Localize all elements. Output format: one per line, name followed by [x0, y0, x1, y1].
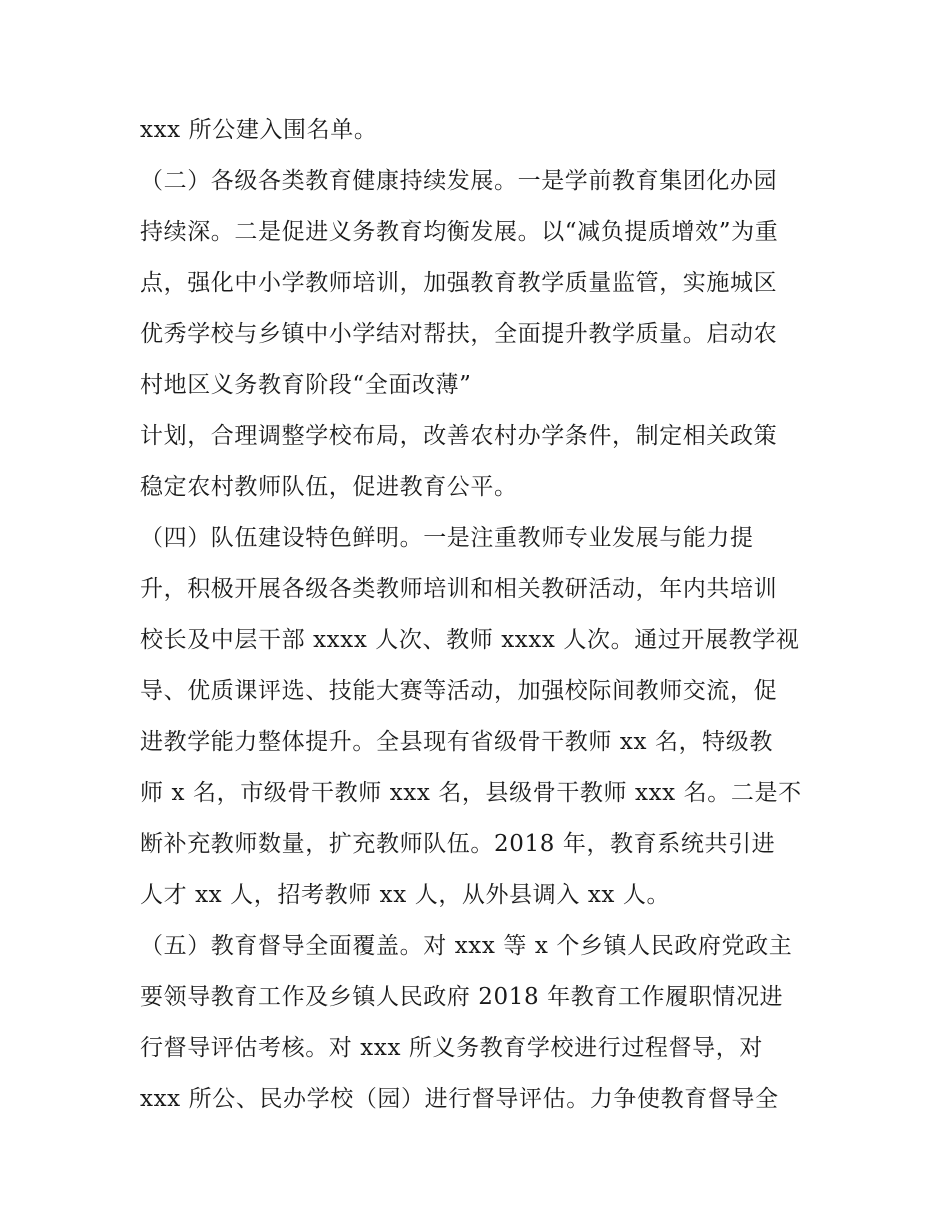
- text-line: 要领导教育工作及乡镇人民政府 2018 年教育工作履职情况进: [140, 984, 784, 1010]
- text-line: 持续深。二是促进义务教育均衡发展。以“减负提质增效”为重: [140, 219, 779, 245]
- text-line: 村地区义务教育阶段“全面改薄”: [140, 372, 472, 398]
- text-line: 稳定农村教师队伍，促进教育公平。: [140, 474, 518, 500]
- text-line: 导、优质课评选、技能大赛等活动，加强校际间教师交流，促: [140, 678, 778, 704]
- text-line: 行督导评估考核。对 xxx 所义务教育学校进行过程督导，对: [140, 1035, 763, 1061]
- text-line: 断补充教师数量，扩充教师队伍。2018 年，教育系统共引进: [140, 831, 776, 857]
- text-line: 校长及中层干部 xxxx 人次、教师 xxxx 人次。通过开展教学视: [140, 627, 800, 653]
- text-line: （五）教育督导全面覆盖。对 xxx 等 x 个乡镇人民政府党政主: [140, 933, 793, 959]
- text-line: 升，积极开展各级各类教师培训和相关教研活动，年内共培训: [140, 576, 778, 602]
- text-line: xxx 所公建入围名单。: [140, 117, 378, 143]
- text-line: 优秀学校与乡镇中小学结对帮扶，全面提升教学质量。启动农: [140, 321, 778, 347]
- text-line: 师 x 名，市级骨干教师 xxx 名，县级骨干教师 xxx 名。二是不: [140, 780, 802, 806]
- text-line: 进教学能力整体提升。全县现有省级骨干教师 xx 名，特级教: [140, 729, 773, 755]
- text-line: 计划，合理调整学校布局，改善农村办学条件，制定相关政策: [140, 423, 778, 449]
- text-line: （二）各级各类教育健康持续发展。一是学前教育集团化办园: [140, 168, 778, 194]
- text-line: xxx 所公、民办学校（园）进行督导评估。力争使教育督导全: [140, 1086, 779, 1112]
- text-line: 点，强化中小学教师培训，加强教育教学质量监管，实施城区: [140, 270, 778, 296]
- text-line: （四）队伍建设特色鲜明。一是注重教师专业发展与能力提: [140, 525, 754, 551]
- text-line: 人才 xx 人，招考教师 xx 人，从外县调入 xx 人。: [140, 882, 671, 908]
